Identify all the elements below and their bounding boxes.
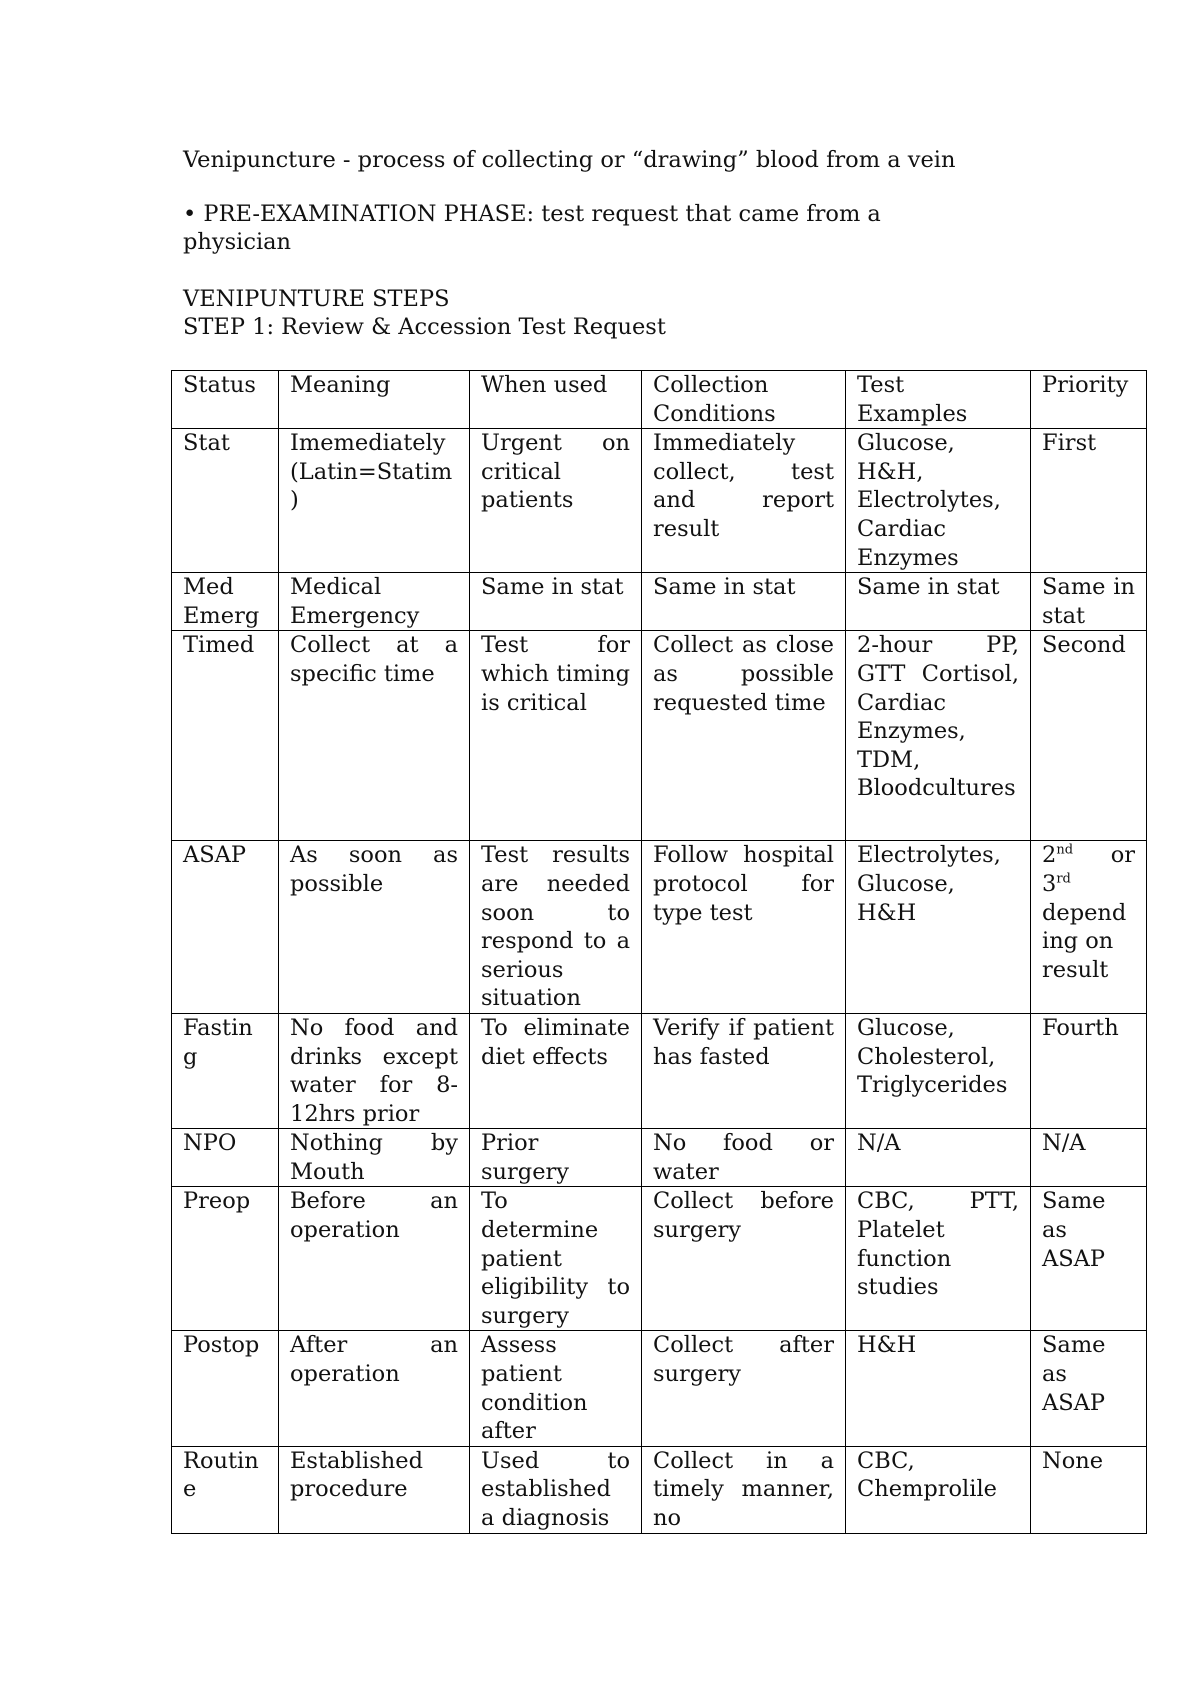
pre-examination-line: • PRE-EXAMINATION PHASE: test request that came from a <box>183 201 881 227</box>
meaning-text: Nothing by Mouth <box>290 1130 458 1185</box>
header-when-used <box>470 371 642 429</box>
row-8-priority-cell <box>1031 1331 1147 1446</box>
meaning-text: Meaning <box>290 372 391 398</box>
meaning-text: As soon as possible <box>290 842 458 897</box>
row-9-meaning-cell <box>279 1446 470 1533</box>
test-examples-text: Glucose, Cholesterol, Triglycerides <box>857 1014 1008 1099</box>
priority-text: Same in stat <box>1042 574 1135 629</box>
row-1-test-examples-cell <box>846 429 1031 573</box>
test-examples-text: Same in stat <box>857 574 1000 601</box>
when-used-text: Used to established a diagnosis <box>481 1447 630 1531</box>
row-8-status-cell <box>172 1331 279 1446</box>
meaning-text: Imemediately (Latin=Statim) <box>290 430 453 514</box>
row-3-when-used-cell <box>470 631 642 841</box>
collection-conditions-text: Collect after surgery <box>653 1332 834 1388</box>
table-row <box>172 1129 1147 1187</box>
table-row <box>172 1013 1147 1128</box>
row-2-meaning-cell <box>279 573 470 631</box>
priority-text: Same as ASAP <box>1042 1332 1106 1416</box>
row-5-meaning-cell <box>279 1013 470 1128</box>
table-row <box>172 841 1147 1014</box>
row-1-collection-conditions-cell <box>642 429 846 573</box>
when-used-text: Assess patient condition after <box>481 1332 588 1445</box>
test-examples-text: Electrolytes, Glucose, H&H <box>857 842 1001 926</box>
when-used-text: Prior surgery <box>481 1130 569 1185</box>
row-5-status-cell <box>172 1013 279 1128</box>
table-row <box>172 1446 1147 1533</box>
header-collection-conditions <box>642 371 846 429</box>
collection-conditions-text: Verify if patient has fasted <box>653 1014 834 1070</box>
row-2-priority-cell <box>1031 573 1147 631</box>
priority-text: First <box>1042 430 1097 457</box>
row-9-test-examples-cell <box>846 1446 1031 1533</box>
status-text: Med Emerg <box>183 574 260 629</box>
row-3-meaning-cell <box>279 631 470 841</box>
row-3-status-cell <box>172 631 279 841</box>
row-5-priority-cell <box>1031 1013 1147 1128</box>
row-4-when-used-cell <box>470 841 642 1014</box>
row-2-when-used-cell <box>470 573 642 631</box>
row-6-meaning-cell <box>279 1129 470 1187</box>
collection-conditions-text: Collect in a timely manner, no <box>653 1447 834 1531</box>
row-7-meaning-cell <box>279 1187 470 1331</box>
priority-text: Same as ASAP <box>1042 1188 1106 1272</box>
row-3-priority-cell <box>1031 631 1147 841</box>
row-8-collection-conditions-cell <box>642 1331 846 1446</box>
when-used-text: When used <box>481 372 608 398</box>
priority-text: 2nd or 3rd depend ing on result <box>1042 842 1135 983</box>
row-8-meaning-cell <box>279 1331 470 1446</box>
row-8-test-examples-cell <box>846 1331 1031 1446</box>
row-1-status-cell <box>172 429 279 573</box>
document-title: Venipuncture - process of collecting or “drawing” blood from a vein <box>183 147 956 173</box>
row-7-collection-conditions-cell <box>642 1187 846 1331</box>
steps-heading: VENIPUNTURE STEPS <box>183 286 450 312</box>
when-used-text: To eliminate diet effects <box>481 1014 630 1070</box>
meaning-text: Medical Emergency <box>290 574 420 629</box>
priority-text: Fourth <box>1042 1014 1119 1041</box>
status-text: Postop <box>183 1332 260 1359</box>
status-text: NPO <box>183 1130 237 1157</box>
row-2-test-examples-cell <box>846 573 1031 631</box>
collection-conditions-text: Follow hospital protocol for type test <box>653 842 834 926</box>
row-9-when-used-cell <box>470 1446 642 1533</box>
when-used-text: Same in stat <box>481 574 624 601</box>
test-examples-text: CBC, Chemprolile <box>857 1447 997 1503</box>
table-row <box>172 1187 1147 1331</box>
when-used-text: Test results are needed soon to respond to a serious situation <box>481 842 630 1012</box>
meaning-text: No food and drinks except water for 8-12hrs prior <box>290 1014 458 1127</box>
row-5-when-used-cell <box>470 1013 642 1128</box>
meaning-text: Established procedure <box>290 1447 423 1503</box>
priority-text: N/A <box>1042 1130 1086 1157</box>
collection-conditions-text: Immediately collect, test and report result <box>653 430 834 542</box>
row-3-test-examples-cell <box>846 631 1031 841</box>
row-4-status-cell <box>172 841 279 1014</box>
table-row <box>172 1331 1147 1446</box>
asap-priority-cell <box>1031 841 1147 1014</box>
row-7-status-cell <box>172 1187 279 1331</box>
status-text: Routine <box>183 1447 259 1503</box>
status-text: ASAP <box>183 842 247 869</box>
row-9-collection-conditions-cell <box>642 1446 846 1533</box>
status-text: Stat <box>183 430 230 457</box>
row-4-collection-conditions-cell <box>642 841 846 1014</box>
table-row <box>172 631 1147 841</box>
test-examples-text: Test Examples <box>857 372 968 427</box>
table-header-row <box>172 371 1147 429</box>
row-6-priority-cell <box>1031 1129 1147 1187</box>
when-used-text: Urgent on critical patients <box>481 430 630 514</box>
meaning-text: Collect at a specific time <box>290 632 458 687</box>
status-text: Preop <box>183 1188 251 1215</box>
header-meaning <box>279 371 470 429</box>
test-examples-text: N/A <box>857 1130 901 1157</box>
test-examples-text: Glucose, H&H, Electrolytes, Cardiac Enzymes <box>857 430 1001 571</box>
row-5-collection-conditions-cell <box>642 1013 846 1128</box>
priority-text: Priority <box>1042 372 1129 398</box>
collection-conditions-text: Same in stat <box>653 574 796 601</box>
row-9-status-cell <box>172 1446 279 1533</box>
meaning-text: After an operation <box>290 1332 458 1388</box>
status-text: Timed <box>183 632 255 659</box>
row-4-meaning-cell <box>279 841 470 1014</box>
collection-conditions-text: No food or water <box>653 1130 834 1185</box>
row-6-collection-conditions-cell <box>642 1129 846 1187</box>
row-7-when-used-cell <box>470 1187 642 1331</box>
header-test-examples <box>846 371 1031 429</box>
row-7-priority-cell <box>1031 1187 1147 1331</box>
row-4-test-examples-cell <box>846 841 1031 1014</box>
status-text: Status <box>183 372 256 398</box>
status-text: Fasting <box>183 1014 253 1070</box>
row-1-when-used-cell <box>470 429 642 573</box>
row-3-collection-conditions-cell <box>642 631 846 841</box>
row-5-test-examples-cell <box>846 1013 1031 1128</box>
when-used-text: Test for which timing is critical <box>481 632 630 716</box>
collection-conditions-text: Collection Conditions <box>653 372 776 427</box>
pre-examination-line-cont: physician <box>183 229 292 255</box>
table-row <box>172 573 1147 631</box>
collection-conditions-text: Collect before surgery <box>653 1188 834 1244</box>
row-8-when-used-cell <box>470 1331 642 1446</box>
test-examples-text: CBC, PTT, Platelet function studies <box>857 1188 1019 1301</box>
row-2-status-cell <box>172 573 279 631</box>
test-examples-text: 2-hour PP, GTT Cortisol, Cardiac Enzymes, TDM, Bloodcultures <box>857 632 1019 802</box>
row-1-priority-cell <box>1031 429 1147 573</box>
header-status <box>172 371 279 429</box>
row-6-when-used-cell <box>470 1129 642 1187</box>
row-9-priority-cell <box>1031 1446 1147 1533</box>
test-examples-text: H&H <box>857 1332 917 1359</box>
priority-text: None <box>1042 1447 1104 1474</box>
table-row <box>172 429 1147 573</box>
collection-conditions-text: Collect as close as possible requested time <box>653 632 834 716</box>
row-2-collection-conditions-cell <box>642 573 846 631</box>
when-used-text: To determine patient eligibility to surgery <box>481 1188 630 1329</box>
row-6-status-cell <box>172 1129 279 1187</box>
meaning-text: Before an operation <box>290 1188 458 1244</box>
test-request-table <box>171 370 1147 1534</box>
row-6-test-examples-cell <box>846 1129 1031 1187</box>
priority-text: Second <box>1042 632 1126 659</box>
header-priority <box>1031 371 1147 429</box>
row-1-meaning-cell <box>279 429 470 573</box>
row-7-test-examples-cell <box>846 1187 1031 1331</box>
step1-heading: STEP 1: Review & Accession Test Request <box>183 314 666 340</box>
